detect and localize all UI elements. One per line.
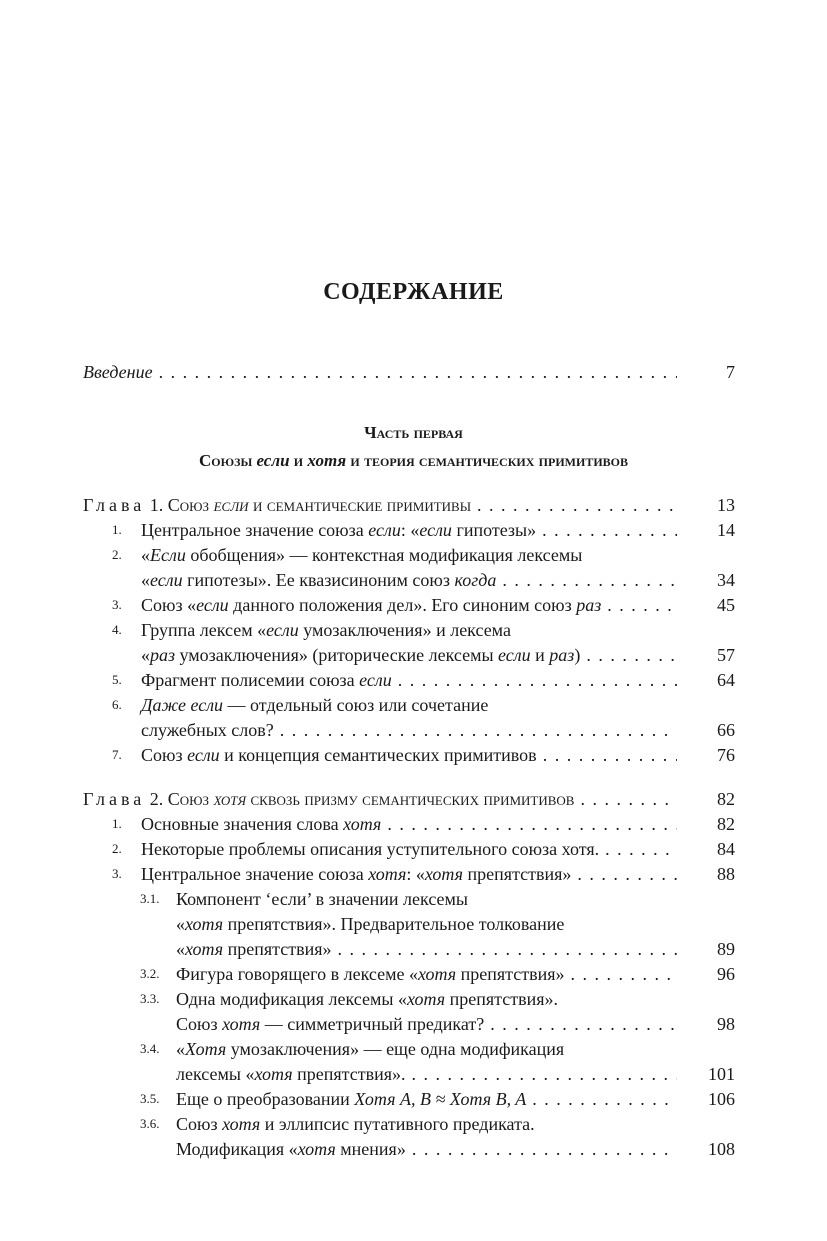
toc-entry bbox=[83, 692, 735, 718]
toc-entry bbox=[83, 517, 735, 543]
entry-number: 3. bbox=[112, 597, 122, 612]
entry-text: «если гипотезы». Ее квазисиноним союз когда . . . bbox=[141, 567, 677, 593]
toc-entry bbox=[83, 1036, 735, 1062]
toc-entry bbox=[83, 667, 735, 693]
entry-number: 7. bbox=[112, 747, 122, 762]
entry-text: Фрагмент полисемии союза если . . . bbox=[141, 667, 677, 693]
entry-number: 3.4. bbox=[140, 1041, 160, 1056]
entry-text: Фигура говорящего в лексеме «хотя препятствия» . . . bbox=[176, 961, 677, 987]
toc-entry bbox=[83, 936, 735, 962]
toc-entry bbox=[83, 861, 735, 887]
entry-number: 1. bbox=[112, 816, 122, 831]
entry-text: Некоторые проблемы описания уступительного союза хотя. . . . bbox=[141, 836, 677, 862]
page-number: 13 bbox=[717, 495, 735, 515]
entry-text: «раз умозаключения» (риторические лексемы если и раз) . . . bbox=[141, 642, 677, 668]
entry-text: «Хотя умозаключения» — еще одна модификация bbox=[176, 1039, 565, 1059]
toc-entry bbox=[83, 986, 735, 1012]
toc-entry bbox=[83, 717, 735, 743]
entry-text: лексемы «хотя препятствия». . . . bbox=[176, 1061, 677, 1087]
chapter-title: Глава 1. Союз если и семантические примитивы . . . bbox=[83, 492, 677, 518]
toc-entry-intro bbox=[83, 359, 735, 385]
page-number: 108 bbox=[708, 1139, 735, 1159]
page-number: 98 bbox=[717, 1014, 735, 1034]
entry-text: Центральное значение союза если: «если гипотезы» . . . bbox=[141, 517, 677, 543]
page-number: 45 bbox=[717, 595, 735, 615]
toc-entry bbox=[83, 811, 735, 837]
entry-text: Центральное значение союза хотя: «хотя препятствия» . . . bbox=[141, 861, 677, 887]
page-number: 34 bbox=[717, 570, 735, 590]
page-number: 88 bbox=[717, 864, 735, 884]
toc-entry-text bbox=[83, 359, 677, 385]
entry-number: 3. bbox=[112, 866, 122, 881]
page-number: 57 bbox=[717, 645, 735, 665]
page-title: СОДЕРЖАНИЕ bbox=[323, 279, 504, 305]
entry-text: Компонент ‘если’ в значении лексемы bbox=[176, 889, 469, 909]
entry-text: Основные значения слова хотя . . . bbox=[141, 811, 677, 837]
entry-text: Даже если — отдельный союз или сочетание bbox=[141, 695, 489, 715]
toc-entry bbox=[83, 542, 735, 568]
page-number: 89 bbox=[717, 939, 735, 959]
toc-entry bbox=[83, 1111, 735, 1137]
entry-number: 3.2. bbox=[140, 966, 160, 981]
toc-entry bbox=[83, 642, 735, 668]
entry-number: 3.5. bbox=[140, 1091, 160, 1106]
toc-entry bbox=[83, 836, 735, 862]
page-number: 64 bbox=[717, 670, 735, 690]
toc-entry bbox=[83, 1136, 735, 1162]
toc-entry bbox=[83, 1086, 735, 1112]
entry-number: 1. bbox=[112, 522, 122, 537]
part-title: Часть первая bbox=[364, 423, 463, 442]
toc-chapter-2 bbox=[83, 786, 735, 812]
entry-text: Союз хотя — симметричный предикат? . . . bbox=[176, 1011, 677, 1037]
toc-entry bbox=[83, 1061, 735, 1087]
entry-text: Еще о преобразовании Хотя A, B ≈ Хотя B, A . . . bbox=[176, 1086, 677, 1112]
page-number: 7 bbox=[726, 362, 735, 382]
entry-text: Группа лексем «если умозаключения» и лексема bbox=[141, 620, 511, 640]
toc-entry bbox=[83, 617, 735, 643]
entry-number: 4. bbox=[112, 622, 122, 637]
entry-number: 2. bbox=[112, 841, 122, 856]
entry-number: 5. bbox=[112, 672, 122, 687]
page-number: 66 bbox=[717, 720, 735, 740]
toc-entry bbox=[83, 911, 735, 937]
page-number: 101 bbox=[708, 1064, 735, 1084]
entry-text: Союз «если данного положения дел». Его синоним союз раз . . . bbox=[141, 592, 677, 618]
toc-entry bbox=[83, 592, 735, 618]
page-number: 14 bbox=[717, 520, 735, 540]
toc-entry bbox=[83, 742, 735, 768]
page-number: 106 bbox=[708, 1089, 735, 1109]
entry-text: служебных слов? . . . bbox=[141, 717, 677, 743]
toc-entry bbox=[83, 1011, 735, 1037]
entry-number: 3.1. bbox=[140, 891, 160, 906]
entry-text: Модификация «хотя мнения» . . . bbox=[176, 1136, 677, 1162]
page-number: 76 bbox=[717, 745, 735, 765]
page-number: 82 bbox=[717, 789, 735, 809]
entry-number: 2. bbox=[112, 547, 122, 562]
entry-number: 6. bbox=[112, 697, 122, 712]
chapter-title: Глава 2. Союз хотя сквозь призму семантических примитивов . . . bbox=[83, 786, 677, 812]
entry-text: «хотя препятствия». Предварительное толкование bbox=[176, 914, 565, 934]
entry-number: 3.6. bbox=[140, 1116, 160, 1131]
entry-text: «хотя препятствия» . . . bbox=[176, 936, 677, 962]
part-subtitle: Союзы если и хотя и теория семантических примитивов bbox=[198, 451, 628, 470]
intro-label: Введение bbox=[83, 362, 153, 382]
toc-entry bbox=[83, 961, 735, 987]
page-number: 84 bbox=[717, 839, 735, 859]
toc-entry bbox=[83, 567, 735, 593]
page-number: 96 bbox=[717, 964, 735, 984]
entry-text: Союз если и концепция семантических примитивов . . . bbox=[141, 742, 677, 768]
toc-chapter-1 bbox=[83, 492, 735, 518]
page-number: 82 bbox=[717, 814, 735, 834]
entry-text: Союз хотя и эллипсис путативного предиката. bbox=[176, 1114, 535, 1134]
entry-text: «Если обобщения» — контекстная модификация лексемы bbox=[141, 545, 583, 565]
entry-number: 3.3. bbox=[140, 991, 160, 1006]
toc-entry bbox=[83, 886, 735, 912]
entry-text: Одна модификация лексемы «хотя препятствия». bbox=[176, 989, 558, 1009]
